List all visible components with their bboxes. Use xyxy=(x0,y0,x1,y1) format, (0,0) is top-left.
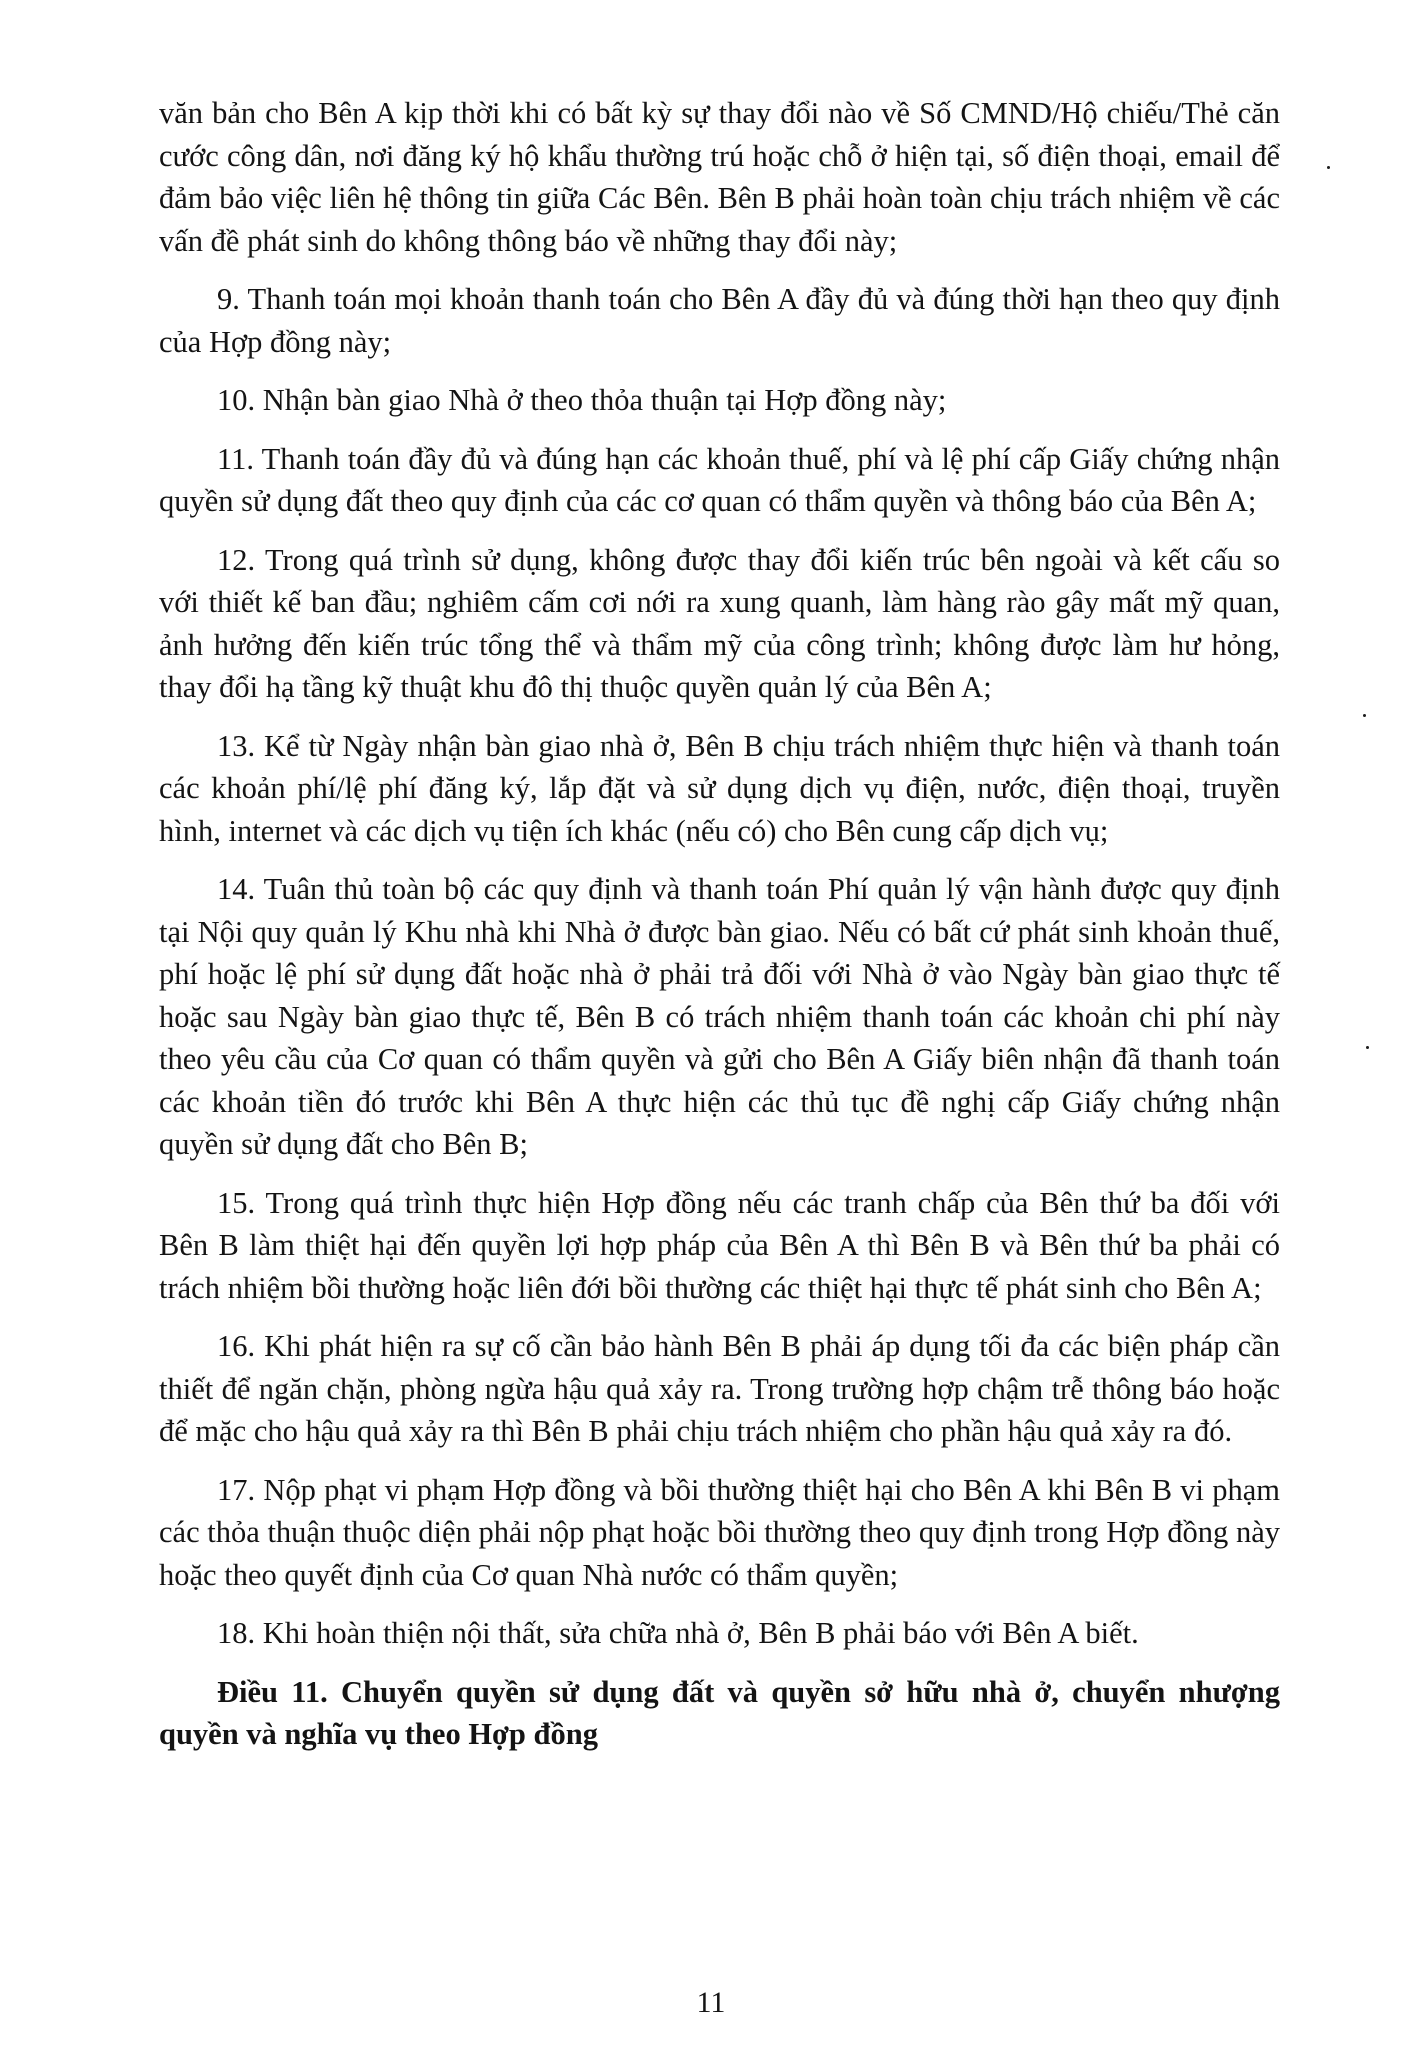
clause-12: 12. Trong quá trình sử dụng, không được thay đổi kiến trúc bên ngoài và kết cấu so với thiết kế ban đầu; nghiêm cấm cơi nới ra xung quanh, làm hàng rào gây mất mỹ quan, ảnh hưởng đến kiến trúc tổng thể và thẩm mỹ của công trình; không được làm hư hỏng, thay đổi hạ tầng kỹ thuật khu đô thị thuộc quyền quản lý của Bên A; xyxy=(159,542,1280,704)
clause-17: 17. Nộp phạt vi phạm Hợp đồng và bồi thường thiệt hại cho Bên A khi Bên B vi phạm các thỏa thuận thuộc diện phải nộp phạt hoặc bồi thường theo quy định trong Hợp đồng này hoặc theo quyết định của Cơ quan Nhà nước có thẩm quyền; xyxy=(159,1472,1280,1592)
clause-14: 14. Tuân thủ toàn bộ các quy định và thanh toán Phí quản lý vận hành được quy định tại Nội quy quản lý Khu nhà khi Nhà ở được bàn giao. Nếu có bất cứ phát sinh khoản thuế, phí hoặc lệ phí sử dụng đất hoặc nhà ở phải trả đối với Nhà ở vào Ngày bàn giao thực tế hoặc sau Ngày bàn giao thực tế, Bên B có trách nhiệm thanh toán các khoản chi phí này theo yêu cầu của Cơ quan có thẩm quyền và gửi cho Bên A Giấy biên nhận đã thanh toán các khoản tiền đó trước khi Bên A thực hiện các thủ tục đề nghị cấp Giấy chứng nhận quyền sử dụng đất cho Bên B; xyxy=(159,872,1280,1161)
clause-10: 10. Nhận bàn giao Nhà ở theo thỏa thuận tại Hợp đồng này; xyxy=(217,383,947,417)
clause-9: 9. Thanh toán mọi khoản thanh toán cho Bên A đầy đủ và đúng thời hạn theo quy định của Hợp đồng này; xyxy=(159,282,1280,359)
scan-dot xyxy=(1327,166,1330,169)
clause-11: 11. Thanh toán đầy đủ và đúng hạn các khoản thuế, phí và lệ phí cấp Giấy chứng nhận quyền sử dụng đất theo quy định của các cơ quan có thẩm quyền và thông báo của Bên A; xyxy=(159,441,1280,518)
article-11-heading: Điều 11. Chuyển quyền sử dụng đất và quyền sở hữu nhà ở, chuyển nhượng quyền và nghĩa vụ theo Hợp đồng xyxy=(159,1674,1280,1751)
clause-13: 13. Kể từ Ngày nhận bàn giao nhà ở, Bên B chịu trách nhiệm thực hiện và thanh toán các khoản phí/lệ phí đăng ký, lắp đặt và sử dụng dịch vụ điện, nước, điện thoại, truyền hình, internet và các dịch vụ tiện ích khác (nếu có) cho Bên cung cấp dịch vụ; xyxy=(159,728,1280,848)
page-number: 11 xyxy=(696,1986,726,2019)
document-body xyxy=(159,92,1280,1756)
scan-dot xyxy=(1363,714,1366,717)
clause-15: 15. Trong quá trình thực hiện Hợp đồng nếu các tranh chấp của Bên thứ ba đối với Bên B làm thiệt hại đến quyền lợi hợp pháp của Bên A thì Bên B và Bên thứ ba phải có trách nhiệm bồi thường hoặc liên đới bồi thường các thiệt hại thực tế phát sinh cho Bên A; xyxy=(159,1185,1280,1305)
clause-16: 16. Khi phát hiện ra sự cố cần bảo hành Bên B phải áp dụng tối đa các biện pháp cần thiết để ngăn chặn, phòng ngừa hậu quả xảy ra. Trong trường hợp chậm trễ thông báo hoặc để mặc cho hậu quả xảy ra thì Bên B phải chịu trách nhiệm cho phần hậu quả xảy ra đó. xyxy=(159,1329,1280,1448)
continued-paragraph: văn bản cho Bên A kịp thời khi có bất kỳ sự thay đổi nào về Số CMND/Hộ chiếu/Thẻ căn cước công dân, nơi đăng ký hộ khẩu thường trú hoặc chỗ ở hiện tại, số điện thoại, email để đảm bảo việc liên hệ thông tin giữa Các Bên. Bên B phải hoàn toàn chịu trách nhiệm về các vấn đề phát sinh do không thông báo về những thay đổi này; xyxy=(159,96,1280,258)
scan-dot xyxy=(1366,1046,1369,1049)
clause-18: 18. Khi hoàn thiện nội thất, sửa chữa nhà ở, Bên B phải báo với Bên A biết. xyxy=(217,1616,1139,1650)
